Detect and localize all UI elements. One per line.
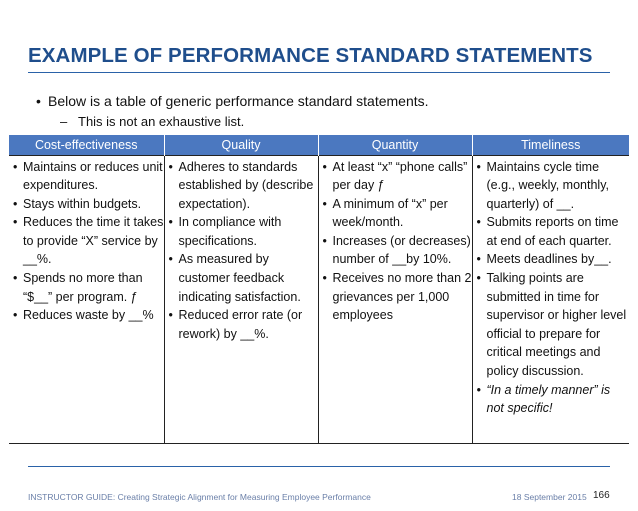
bullet-mark: • xyxy=(476,215,481,230)
list-item xyxy=(169,250,318,306)
list-item-text: Receives no more than 2 grievances per 1,000 employees xyxy=(332,271,472,323)
header-quality: Quality xyxy=(164,135,318,155)
standards-table xyxy=(9,135,629,444)
bullet-mark: • xyxy=(322,271,327,286)
bullet-mark: • xyxy=(168,159,173,174)
list-item xyxy=(169,158,318,214)
list-item xyxy=(323,195,472,232)
list-item xyxy=(477,213,630,250)
page-title: EXAMPLE OF PERFORMANCE STANDARD STATEMENTS xyxy=(28,44,593,67)
list-item xyxy=(477,269,630,381)
bullet-mark: • xyxy=(476,252,481,267)
page-number: 166 xyxy=(593,490,610,501)
bullet-mark: • xyxy=(168,215,173,230)
bullet-mark: • xyxy=(476,159,481,174)
list-item xyxy=(169,306,318,343)
bullet-mark: • xyxy=(36,93,41,109)
bullet-mark: • xyxy=(322,196,327,211)
header-quantity: Quantity xyxy=(318,135,472,155)
timeliness-list xyxy=(477,158,630,418)
table-header-row xyxy=(9,135,629,155)
list-item-text: Meets deadlines by__. xyxy=(486,252,612,267)
bullet-level1 xyxy=(36,93,429,109)
bullet-level1-text: Below is a table of generic performance standard statements. xyxy=(48,93,429,109)
list-item-text: Increases (or decreases) number of __by 10%. xyxy=(332,233,471,267)
list-item xyxy=(323,269,472,325)
bullet-mark: • xyxy=(168,308,173,323)
bullet-mark: • xyxy=(476,271,481,286)
list-item xyxy=(13,269,164,306)
footer-guide-title: INSTRUCTOR GUIDE: Creating Strategic Alignment for Measuring Employee Performance xyxy=(28,492,371,502)
list-item-text: Adheres to standards established by (describe expectation). xyxy=(178,159,314,211)
list-item-text: Reduces the time it takes to provide “X” service by __%. xyxy=(23,215,164,267)
list-item xyxy=(169,213,318,250)
title-divider xyxy=(28,72,610,73)
list-item-text: “In a timely manner” is not specific! xyxy=(486,382,611,416)
list-item-text: As measured by customer feedback indicating satisfaction. xyxy=(178,252,301,304)
list-item xyxy=(13,158,164,195)
list-item xyxy=(477,158,630,214)
list-item-text: Reduces waste by __% xyxy=(23,308,154,323)
list-item-text: Spends no more than “$__” per program. ƒ xyxy=(23,271,143,304)
list-item-text: Submits reports on time at end of each quarter. xyxy=(486,215,619,248)
quality-list xyxy=(169,158,318,344)
list-item xyxy=(323,232,472,269)
cost-effectiveness-list xyxy=(13,158,164,325)
cell-quantity xyxy=(318,155,472,443)
list-item xyxy=(477,381,630,418)
list-item xyxy=(13,306,164,325)
quantity-list xyxy=(323,158,472,325)
list-item-text: Talking points are submitted in time for supervisor or higher level official to prepare for critical meetings and policy discussion. xyxy=(486,271,627,379)
footer-divider xyxy=(28,466,610,467)
header-cost-effectiveness: Cost-effectiveness xyxy=(9,135,164,155)
bullet-mark: • xyxy=(168,252,173,267)
list-item xyxy=(323,158,472,195)
bullet-level2 xyxy=(60,114,244,129)
header-timeliness: Timeliness xyxy=(472,135,629,155)
list-item-text: Stays within budgets. xyxy=(23,196,142,211)
list-item-text: Reduced error rate (or rework) by __%. xyxy=(178,308,303,341)
bullet-mark: • xyxy=(13,196,18,211)
bullet-mark: • xyxy=(13,271,18,286)
list-item xyxy=(13,195,164,214)
bullet-mark: • xyxy=(476,382,481,397)
cell-quality xyxy=(164,155,318,443)
bullet-mark: • xyxy=(13,215,18,230)
dash-mark: – xyxy=(60,114,68,129)
bullet-level2-text: This is not an exhaustive list. xyxy=(78,114,245,129)
list-item-text: Maintains or reduces unit expenditures. xyxy=(23,159,163,193)
bullet-mark: • xyxy=(322,159,327,174)
table-row xyxy=(9,155,629,443)
cell-cost-effectiveness xyxy=(9,155,164,443)
list-item-text: In compliance with specifications. xyxy=(178,215,282,248)
list-item-text: At least “x” “phone calls” per day ƒ xyxy=(332,159,468,193)
list-item-text: Maintains cycle time (e.g., weekly, monthly, quarterly) of __. xyxy=(486,159,609,211)
bullet-mark: • xyxy=(322,233,327,248)
footer-date: 18 September 2015 xyxy=(512,492,587,502)
bullet-mark: • xyxy=(13,308,18,323)
list-item-text: A minimum of “x” per week/month. xyxy=(332,196,448,230)
cell-timeliness xyxy=(472,155,629,443)
list-item xyxy=(13,213,164,269)
list-item xyxy=(477,250,630,269)
bullet-mark: • xyxy=(13,159,18,174)
